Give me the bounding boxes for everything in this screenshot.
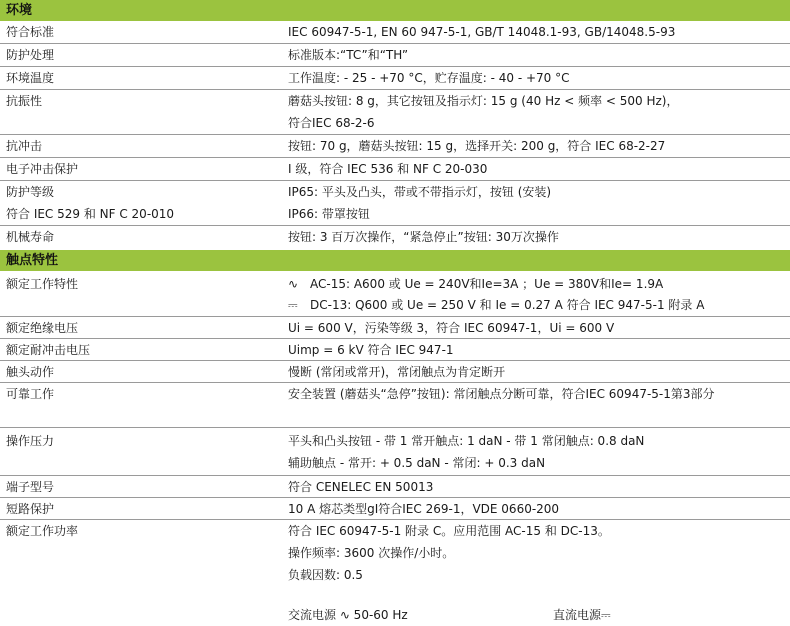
row-value: 操作频率: 3600 次操作/小时。 xyxy=(288,546,455,560)
row-operating-force xyxy=(0,428,790,476)
row-label: 短路保护 xyxy=(6,502,55,516)
row-rated-insulation-voltage xyxy=(0,317,790,339)
row-value: 符合 IEC 60947-5-1 附录 C。应用范围 AC-15 和 DC-13。 xyxy=(288,524,610,538)
row-shock-resistance xyxy=(0,135,790,158)
dc-symbol-icon: ⎓ xyxy=(288,298,298,312)
row-protection-treatment xyxy=(0,44,790,67)
row-reliable-operation xyxy=(0,383,790,428)
row-rated-operational-power xyxy=(0,520,790,625)
section-header-contact: 触点特性 xyxy=(0,250,790,271)
ac-symbol-icon: ∿ xyxy=(288,277,299,291)
row-label: 可靠工作 xyxy=(6,387,55,401)
row-label: 额定工作功率 xyxy=(6,524,79,538)
row-value: IP66: 带罩按钮 xyxy=(288,207,370,221)
row-value: 工作温度: - 25 - +70 °C，贮存温度: - 40 - +70 °C xyxy=(288,71,570,85)
row-terminal-type xyxy=(0,476,790,498)
row-label: 环境温度 xyxy=(6,71,55,85)
row-label: 电子冲击保护 xyxy=(6,162,79,176)
row-short-circuit-protection xyxy=(0,498,790,520)
row-electric-shock-protection xyxy=(0,158,790,181)
row-value: IEC 60947-5-1, EN 60 947-5-1, GB/T 14048.1-93, GB/14048.5-93 xyxy=(288,25,676,39)
row-label: 端子型号 xyxy=(6,480,55,494)
row-mechanical-life xyxy=(0,226,790,250)
row-value: 按钮: 70 g，蘑菇头按钮: 15 g，选择开关: 200 g，符合 IEC 68-2-27 xyxy=(288,139,666,153)
row-value: 符合IEC 68-2-6 xyxy=(288,116,375,130)
row-rated-impulse-voltage xyxy=(0,339,790,361)
row-label: 符合 IEC 529 和 NF C 20-010 xyxy=(6,207,175,221)
section-header-environment: 环境 xyxy=(0,0,790,21)
row-value: I 级，符合 IEC 536 和 NF C 20-030 xyxy=(288,162,488,176)
row-label: 操作压力 xyxy=(6,434,55,448)
ac-supply-label: 交流电源 ∿ 50-60 Hz xyxy=(288,608,408,622)
row-protection-degree xyxy=(0,181,790,226)
row-value: 标准版本:“TC”和“TH” xyxy=(288,48,409,62)
row-value: 辅助触点 - 常开: + 0.5 daN - 常闭: + 0.3 daN xyxy=(288,456,546,470)
row-contact-operation xyxy=(0,361,790,383)
row-label: 抗冲击 xyxy=(6,139,43,153)
row-label: 额定耐冲击电压 xyxy=(6,343,91,357)
row-rated-operational-characteristics xyxy=(0,271,790,317)
row-value: 符合 CENELEC EN 50013 xyxy=(288,480,434,494)
row-value: 按钮: 3 百万次操作，“紧急停止”按钮: 30万次操作 xyxy=(288,230,559,244)
row-value: 负载因数: 0.5 xyxy=(288,568,363,582)
row-vibration-resistance xyxy=(0,90,790,135)
row-value: 10 A 熔芯类型gI符合IEC 269-1，VDE 0660-200 xyxy=(288,502,560,516)
row-standards xyxy=(0,21,790,44)
row-value: Uimp = 6 kV 符合 IEC 947-1 xyxy=(288,343,454,357)
row-value: 蘑菇头按钮: 8 g，其它按钮及指示灯: 15 g (40 Hz < 频率 < 500 Hz)， xyxy=(288,94,679,108)
row-label: 抗振性 xyxy=(6,94,43,108)
row-value: ∿ AC-15: A600 或 Ue = 240V和Ie=3A ；Ue = 380V和Ie= 1.9A xyxy=(288,273,663,295)
row-label: 防护处理 xyxy=(6,48,55,62)
row-value: 安全装置 (蘑菇头“急停”按钮): 常闭触点分断可靠，符合IEC 60947-5-1第3部分 xyxy=(288,387,715,401)
row-value: 慢断 (常闭或常开)，常闭触点为肯定断开 xyxy=(288,365,506,379)
row-label: 机械寿命 xyxy=(6,230,55,244)
row-label: 符合标准 xyxy=(6,25,55,39)
dc-supply-label: 直流电源⎓ xyxy=(553,608,611,622)
row-ambient-temperature xyxy=(0,67,790,90)
row-value: Ui = 600 V，污染等级 3，符合 IEC 60947-1，Ui = 600 V xyxy=(288,321,615,335)
row-label: 防护等级 xyxy=(6,185,55,199)
row-value: IP65: 平头及凸头，带或不带指示灯，按钮 (安装) xyxy=(288,185,552,199)
row-value: 平头和凸头按钮 - 带 1 常开触点: 1 daN - 带 1 常闭触点: 0.8 daN xyxy=(288,434,645,448)
row-label: 额定工作特性 xyxy=(6,277,79,291)
row-value: ⎓ DC-13: Q600 或 Ue = 250 V 和 Ie = 0.27 A 符合 IEC 947-5-1 附录 A xyxy=(288,294,704,316)
row-label: 额定绝缘电压 xyxy=(6,321,79,335)
row-label: 触头动作 xyxy=(6,365,55,379)
